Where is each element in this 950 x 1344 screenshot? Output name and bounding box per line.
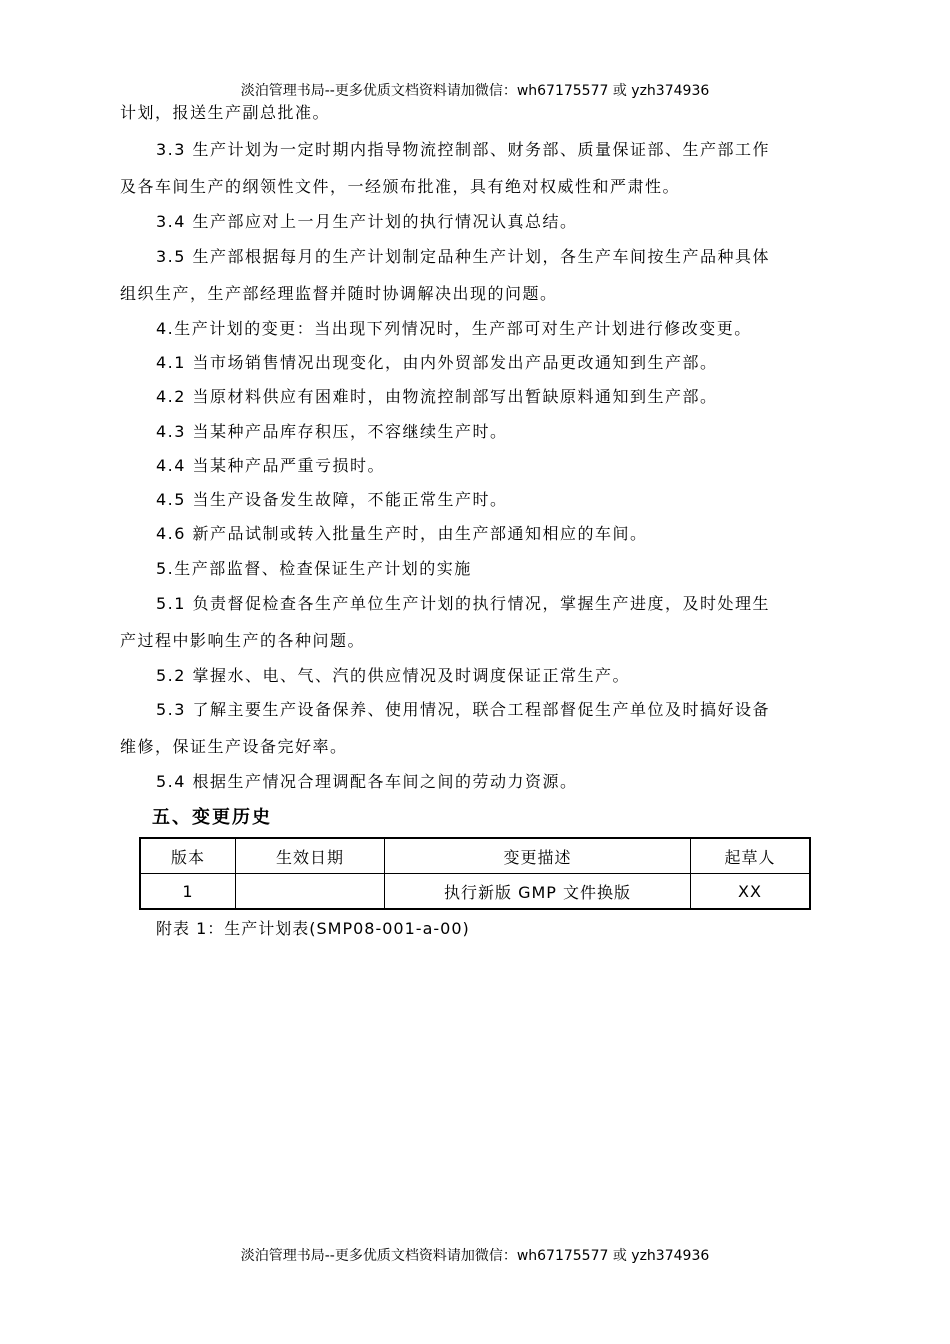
body-line-5: 3.5 生产部根据每月的生产计划制定品种生产计划，各生产车间按生产品种具体 xyxy=(156,247,771,266)
body-line-6: 组织生产，生产部经理监督并随时协调解决出现的问题。 xyxy=(120,284,558,303)
table-row xyxy=(140,874,810,910)
body-line-11: 4.4 当某种产品严重亏损时。 xyxy=(156,456,386,475)
cell-drafter: XX xyxy=(691,874,811,910)
page-header: 淡泊管理书局--更多优质文档资料请加微信：wh67175577 或 yzh374936 xyxy=(240,83,710,99)
body-line-9: 4.2 当原材料供应有困难时，由物流控制部写出暂缺原料通知到生产部。 xyxy=(156,387,718,406)
header-effective-date: 生效日期 xyxy=(236,838,385,874)
body-line-19: 维修，保证生产设备完好率。 xyxy=(120,737,348,756)
body-line-17: 5.2 掌握水、电、气、汽的供应情况及时调度保证正常生产。 xyxy=(156,666,631,685)
table-header-row xyxy=(140,838,810,874)
cell-effective-date xyxy=(236,874,385,910)
body-line-1: 计划，报送生产副总批准。 xyxy=(120,103,331,122)
section-title-change-history: 五、变更历史 xyxy=(152,807,272,828)
cell-change-description: 执行新版 GMP 文件换版 xyxy=(385,874,691,910)
change-history-table xyxy=(139,837,811,910)
page-footer: 淡泊管理书局--更多优质文档资料请加微信：wh67175577 或 yzh374936 xyxy=(240,1248,710,1264)
header-drafter: 起草人 xyxy=(691,838,811,874)
body-line-15: 5.1 负责督促检查各生产单位生产计划的执行情况，掌握生产进度，及时处理生 xyxy=(156,594,771,613)
cell-version: 1 xyxy=(140,874,236,910)
body-line-14: 5.生产部监督、检查保证生产计划的实施 xyxy=(156,559,472,578)
body-line-16: 产过程中影响生产的各种问题。 xyxy=(120,631,366,650)
body-line-12: 4.5 当生产设备发生故障，不能正常生产时。 xyxy=(156,490,508,509)
attachment-note: 附表 1：生产计划表(SMP08-001-a-00) xyxy=(156,919,470,938)
body-line-4: 3.4 生产部应对上一月生产计划的执行情况认真总结。 xyxy=(156,212,578,231)
body-line-13: 4.6 新产品试制或转入批量生产时，由生产部通知相应的车间。 xyxy=(156,524,648,543)
body-line-7: 4.生产计划的变更：当出现下列情况时，生产部可对生产计划进行修改变更。 xyxy=(156,319,752,338)
header-change-description: 变更描述 xyxy=(385,838,691,874)
body-line-2: 3.3 生产计划为一定时期内指导物流控制部、财务部、质量保证部、生产部工作 xyxy=(156,140,771,159)
body-line-3: 及各车间生产的纲领性文件，一经颁布批准，具有绝对权威性和严肃性。 xyxy=(120,177,681,196)
body-line-8: 4.1 当市场销售情况出现变化，由内外贸部发出产品更改通知到生产部。 xyxy=(156,353,718,372)
body-line-10: 4.3 当某种产品库存积压，不容继续生产时。 xyxy=(156,422,508,441)
body-line-18: 5.3 了解主要生产设备保养、使用情况，联合工程部督促生产单位及时搞好设备 xyxy=(156,700,771,719)
body-line-20: 5.4 根据生产情况合理调配各车间之间的劳动力资源。 xyxy=(156,772,578,791)
header-version: 版本 xyxy=(140,838,236,874)
